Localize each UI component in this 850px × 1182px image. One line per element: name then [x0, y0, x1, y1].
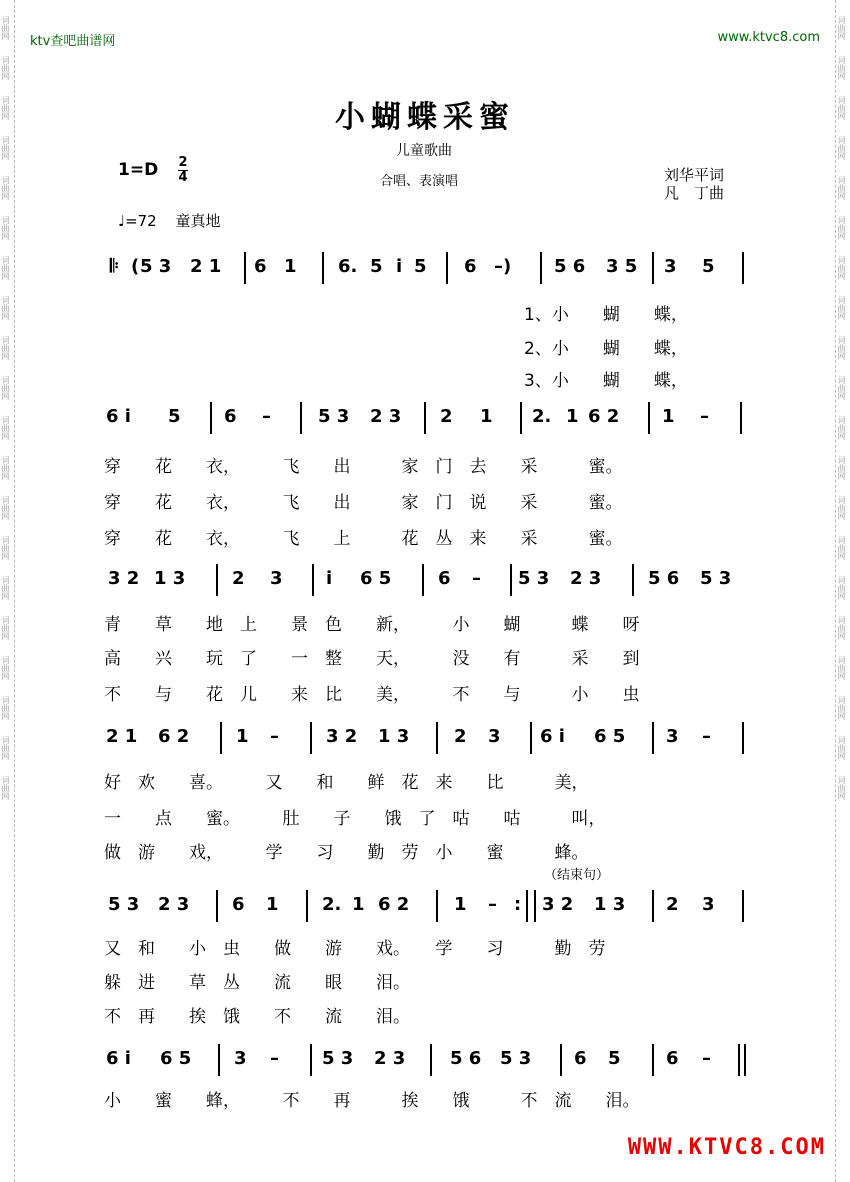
- lyric-text: 穿 花 衣， 飞 上 花 丛 来 采 蜜。: [104, 529, 623, 549]
- note-token: 6 2: [588, 406, 620, 427]
- note-token: –: [270, 726, 279, 747]
- bar-line: [220, 722, 222, 754]
- site-url-right[interactable]: www.ktvc8.com: [717, 30, 820, 45]
- note-token: 6 5: [594, 726, 626, 747]
- lyric-text: 3、小 蝴 蝶，: [524, 371, 688, 391]
- side-watermark-text: 词曲网: [837, 16, 846, 40]
- lyric-line: [0, 804, 850, 834]
- bar-line: [540, 252, 542, 284]
- lyric-line: [0, 366, 850, 396]
- bar-line: [738, 1044, 740, 1076]
- note-token: 6: [574, 1048, 587, 1069]
- side-watermark-text: 词曲网: [1, 576, 10, 600]
- side-watermark-text: 词曲网: [1, 456, 10, 480]
- note-token: 5 3: [500, 1048, 532, 1069]
- bar-line: [560, 1044, 562, 1076]
- note-token: (: [131, 256, 140, 277]
- note-token: –): [494, 256, 512, 277]
- note-token: 2 1: [106, 726, 138, 747]
- note-token: 3: [664, 256, 677, 277]
- note-token: 1: [236, 726, 249, 747]
- score-system: [0, 562, 850, 602]
- note-token: 6 i: [106, 406, 131, 427]
- bar-line: [742, 722, 744, 754]
- lyric-text: 1、小 蝴 蝶，: [524, 305, 688, 325]
- lyric-line: [0, 968, 850, 998]
- note-token: –: [270, 1048, 279, 1069]
- note-token: 1 3: [154, 568, 186, 589]
- side-watermark-text: 词曲网: [837, 696, 846, 720]
- side-watermark-text: 词曲网: [837, 136, 846, 160]
- side-watermark-text: 词曲网: [1, 216, 10, 240]
- note-token: –: [472, 568, 481, 589]
- note-token: 3 5: [606, 256, 638, 277]
- note-token: 2.: [532, 406, 552, 427]
- note-token: 6: [666, 1048, 679, 1069]
- note-token: 6 5: [160, 1048, 192, 1069]
- key-signature: 1=D: [118, 160, 159, 180]
- bar-line: [312, 564, 314, 596]
- bar-line: [530, 722, 532, 754]
- note-token: 3: [666, 726, 679, 747]
- lyric-text: 穿 花 衣， 飞 出 家 门 说 采 蜜。: [104, 493, 623, 513]
- note-token: 2: [454, 726, 467, 747]
- side-watermark-text: 词曲网: [1, 736, 10, 760]
- side-watermark-text: 词曲网: [1, 296, 10, 320]
- tempo-value: ♩=72: [118, 212, 157, 230]
- note-token: 1: [284, 256, 297, 277]
- side-watermark-text: 词曲网: [837, 296, 846, 320]
- side-watermark-text: 词曲网: [1, 416, 10, 440]
- lyric-text: 不 与 花 儿 来 比 美， 不 与 小 虫: [104, 685, 640, 705]
- side-watermark-text: 词曲网: [1, 376, 10, 400]
- note-token: 3: [488, 726, 501, 747]
- score-system: [0, 888, 850, 928]
- side-watermark-text: 词曲网: [837, 416, 846, 440]
- side-watermark-text: 词曲网: [1, 256, 10, 280]
- lyric-line: [0, 524, 850, 554]
- bar-line: [322, 252, 324, 284]
- bar-line: [534, 890, 536, 922]
- note-token: 5: [702, 256, 715, 277]
- bar-line: [218, 1044, 220, 1076]
- bar-line: [652, 722, 654, 754]
- note-token: 1 3: [594, 894, 626, 915]
- note-token: 5: [370, 256, 383, 277]
- side-watermark-text: 词曲网: [837, 456, 846, 480]
- note-token: 6: [224, 406, 237, 427]
- side-watermark-text: 词曲网: [1, 16, 10, 40]
- note-token: 3 2: [108, 568, 140, 589]
- bar-line: [742, 890, 744, 922]
- side-watermark-text: 词曲网: [837, 536, 846, 560]
- expression-marking: 童真地: [175, 212, 221, 230]
- side-watermark-text: 词曲网: [837, 776, 846, 800]
- lyric-text: 穿 花 衣， 飞 出 家 门 去 采 蜜。: [104, 457, 623, 477]
- note-token: –: [702, 1048, 711, 1069]
- note-token: 6: [464, 256, 477, 277]
- side-watermark-text: 词曲网: [1, 336, 10, 360]
- bar-line: [446, 252, 448, 284]
- note-token: 5 3: [108, 894, 140, 915]
- score-system: [0, 400, 850, 440]
- note-token: 6: [438, 568, 451, 589]
- score-system: [0, 250, 850, 290]
- lyric-text: 高 兴 玩 了 一 整 天， 没 有 采 到: [104, 649, 640, 669]
- note-token: 2 1: [190, 256, 222, 277]
- note-token: 5 6: [648, 568, 680, 589]
- note-token: i: [326, 568, 333, 589]
- bar-line: [216, 890, 218, 922]
- lyric-line: [0, 1086, 850, 1116]
- bar-line: [210, 402, 212, 434]
- site-name-left[interactable]: ktv查吧曲谱网: [30, 34, 116, 49]
- lyric-text: 不 再 挨 饿 不 流 泪。: [104, 1007, 410, 1027]
- note-token: 5 3: [700, 568, 732, 589]
- note-token: 6 2: [378, 894, 410, 915]
- side-watermark-text: 词曲网: [1, 536, 10, 560]
- note-token: 5 3: [140, 256, 172, 277]
- note-token: 5 6: [554, 256, 586, 277]
- lyric-line: [0, 452, 850, 482]
- note-token: :: [514, 894, 522, 915]
- bar-line: [300, 402, 302, 434]
- bar-line: [632, 564, 634, 596]
- note-token: 1: [566, 406, 579, 427]
- note-token: 5: [414, 256, 427, 277]
- side-watermark-text: 词曲网: [1, 136, 10, 160]
- side-watermark-text: 词曲网: [837, 216, 846, 240]
- time-signature: [178, 156, 188, 185]
- score-system: [0, 1042, 850, 1082]
- bar-line: [744, 1044, 746, 1076]
- bar-line: [652, 1044, 654, 1076]
- bar-line: [424, 402, 426, 434]
- lyric-line: [0, 644, 850, 674]
- note-token: 2 3: [374, 1048, 406, 1069]
- time-sig-top: 2: [178, 155, 188, 170]
- note-token: –: [702, 726, 711, 747]
- lyric-line: [0, 610, 850, 640]
- lyric-line: [0, 838, 850, 868]
- note-token: 5 3: [318, 406, 350, 427]
- lyric-text: 又 和 小 虫 做 游 戏。 学 习 勤 劳: [104, 939, 606, 959]
- note-token: 3 2: [542, 894, 574, 915]
- note-token: 5: [608, 1048, 621, 1069]
- bar-line: [510, 564, 512, 596]
- bar-line: [216, 564, 218, 596]
- side-watermark-text: 词曲网: [1, 176, 10, 200]
- ending-label: （结束句）: [544, 868, 610, 883]
- note-token: 6 i: [106, 1048, 131, 1069]
- note-token: 1: [454, 894, 467, 915]
- note-token: 5 6: [450, 1048, 482, 1069]
- lyric-text: 躲 进 草 丛 流 眼 泪。: [104, 973, 410, 993]
- side-watermark-text: 词曲网: [1, 96, 10, 120]
- lyricist-credit: 刘华平词: [664, 166, 725, 184]
- side-watermark-text: 词曲网: [837, 616, 846, 640]
- note-token: 6: [254, 256, 267, 277]
- side-watermark-text: 词曲网: [837, 656, 846, 680]
- bar-line: [740, 402, 742, 434]
- bar-line: [244, 252, 246, 284]
- side-watermark-text: 词曲网: [837, 256, 846, 280]
- note-token: 3: [270, 568, 283, 589]
- note-token: i: [396, 256, 403, 277]
- tempo-marking: [118, 210, 221, 231]
- note-token: 2 3: [570, 568, 602, 589]
- bar-line: [310, 1044, 312, 1076]
- time-sig-bottom: 4: [178, 170, 188, 185]
- note-token: 3: [702, 894, 715, 915]
- side-watermark-text: 词曲网: [837, 56, 846, 80]
- composer-credit: 凡 丁曲: [664, 184, 725, 202]
- note-token: 2 3: [158, 894, 190, 915]
- lyric-line: [0, 680, 850, 710]
- note-token: 6 2: [158, 726, 190, 747]
- note-token: 𝄆: [110, 256, 119, 277]
- side-watermark-text: 词曲网: [1, 776, 10, 800]
- lyric-line: [0, 488, 850, 518]
- song-title: 小蝴蝶采蜜: [335, 100, 515, 135]
- note-token: 6.: [338, 256, 358, 277]
- lyric-text: 好 欢 喜。 又 和 鲜 花 来 比 美，: [104, 773, 589, 793]
- lyric-text: 2、小 蝴 蝶，: [524, 339, 688, 359]
- side-watermark-text: 词曲网: [837, 176, 846, 200]
- side-watermark-text: 词曲网: [1, 696, 10, 720]
- bar-line: [436, 722, 438, 754]
- note-token: –: [262, 406, 271, 427]
- side-watermark-text: 词曲网: [837, 376, 846, 400]
- note-token: 1: [480, 406, 493, 427]
- note-token: 2: [440, 406, 453, 427]
- lyric-text: 做 游 戏， 学 习 勤 劳 小 蜜 蜂。: [104, 843, 589, 863]
- note-token: 2 3: [370, 406, 402, 427]
- side-watermark-text: 词曲网: [837, 496, 846, 520]
- lyric-line: [0, 1002, 850, 1032]
- bar-line: [310, 722, 312, 754]
- lyric-line: [0, 300, 850, 330]
- side-watermark-text: 词曲网: [837, 736, 846, 760]
- side-watermark-text: 词曲网: [1, 496, 10, 520]
- score-system: [0, 720, 850, 760]
- lyric-text: 青 草 地 上 景 色 新， 小 蝴 蝶 呀: [104, 615, 640, 635]
- bar-line: [526, 890, 528, 922]
- note-token: –: [700, 406, 709, 427]
- watermark-logo: WWW.KTVC8.COM: [627, 1135, 826, 1160]
- bar-line: [652, 252, 654, 284]
- side-watermark-text: 词曲网: [1, 656, 10, 680]
- note-token: 6 5: [360, 568, 392, 589]
- note-token: 2.: [322, 894, 342, 915]
- note-token: 1: [352, 894, 365, 915]
- note-token: 5 3: [322, 1048, 354, 1069]
- note-token: 1: [266, 894, 279, 915]
- note-token: 6 i: [540, 726, 565, 747]
- bar-line: [652, 890, 654, 922]
- bar-line: [422, 564, 424, 596]
- lyric-text: 一 点 蜜。 肚 子 饿 了 咕 咕 叫，: [104, 809, 606, 829]
- bar-line: [306, 890, 308, 922]
- note-token: 5: [168, 406, 181, 427]
- bar-line: [648, 402, 650, 434]
- note-token: 6: [232, 894, 245, 915]
- side-watermark-text: 词曲网: [837, 336, 846, 360]
- lyric-line: [0, 768, 850, 798]
- note-token: 3 2: [326, 726, 358, 747]
- lyric-line: [0, 334, 850, 364]
- note-token: 1 3: [378, 726, 410, 747]
- bar-line: [430, 1044, 432, 1076]
- note-token: 1: [662, 406, 675, 427]
- lyric-line: [0, 934, 850, 964]
- note-token: 2: [666, 894, 679, 915]
- side-watermark-text: 词曲网: [837, 576, 846, 600]
- bar-line: [436, 890, 438, 922]
- song-genre: 儿童歌曲: [396, 143, 452, 159]
- lyric-text: 小 蜜 蜂， 不 再 挨 饿 不 流 泪。: [104, 1091, 640, 1111]
- bar-line: [742, 252, 744, 284]
- bar-line: [520, 402, 522, 434]
- note-token: 3: [234, 1048, 247, 1069]
- note-token: –: [488, 894, 497, 915]
- side-watermark-text: 词曲网: [1, 616, 10, 640]
- performance-type: 合唱、表演唱: [380, 174, 459, 189]
- note-token: 5 3: [518, 568, 550, 589]
- side-watermark-text: 词曲网: [837, 96, 846, 120]
- side-watermark-text: 词曲网: [1, 56, 10, 80]
- note-token: 2: [232, 568, 245, 589]
